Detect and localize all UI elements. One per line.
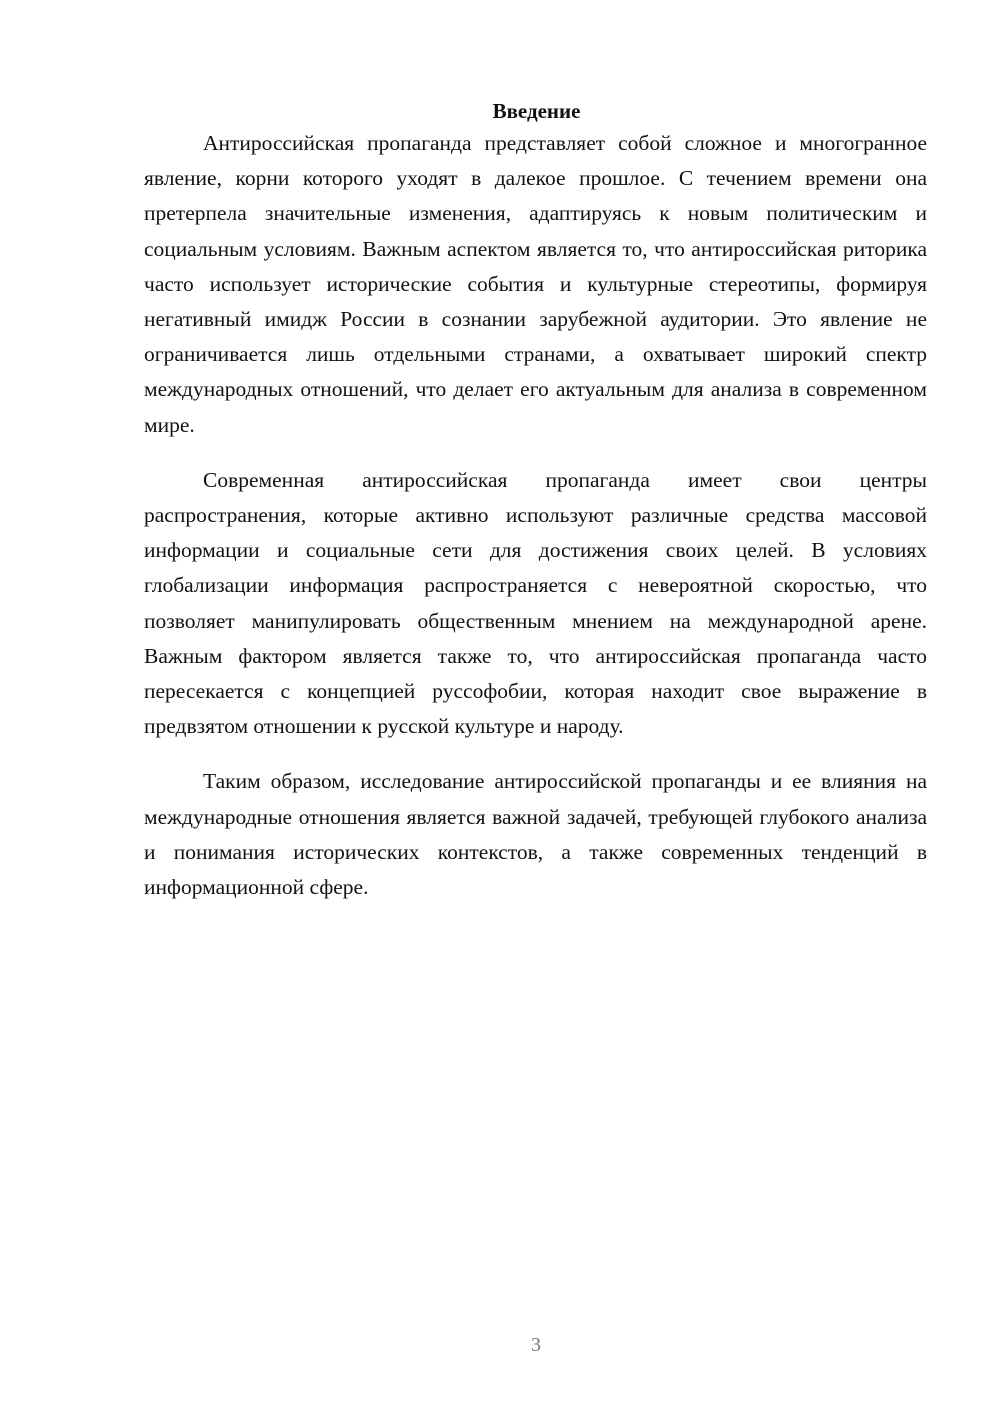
paragraph-2: Современная антироссийская пропаганда имеет свои центры распространения, которые активно используют различные средства массовой информации и социальные сети для достижения своих целей. В условиях глобализации информация распространяется с невероятной скоростью, что позволяет манипулировать общественным мнением на международной арене. Важным фактором является также то, что антироссийская пропаганда часто пересекается с концепцией руссофобии, которая находит свое выражение в предвзятом отношении к русской культуре и народу. bbox=[144, 467, 927, 739]
section-heading: Введение bbox=[492, 99, 581, 123]
page-content bbox=[144, 96, 927, 905]
paragraph-3: Таким образом, исследование антироссийской пропаганды и ее влияния на международные отношения является важной задачей, требующей глубокого анализа и понимания исторических контекстов, а также современных тенденций в информационной сфере. bbox=[144, 769, 927, 900]
page-number: 3 bbox=[531, 1334, 541, 1356]
paragraph-1: Антироссийская пропаганда представляет собой сложное и многогранное явление, корни которого уходят в далекое прошлое. С течением времени она претерпела значительные изменения, адаптируясь к новым политическим и социальным условиям. Важным аспектом является то, что антироссийская риторика часто использует исторические события и культурные стереотипы, формируя негативный имидж России в сознании зарубежной аудитории. Это явление не ограничивается лишь отдельными странами, а охватывает широкий спектр международных отношений, что делает его актуальным для анализа в современном мире. bbox=[144, 131, 927, 437]
